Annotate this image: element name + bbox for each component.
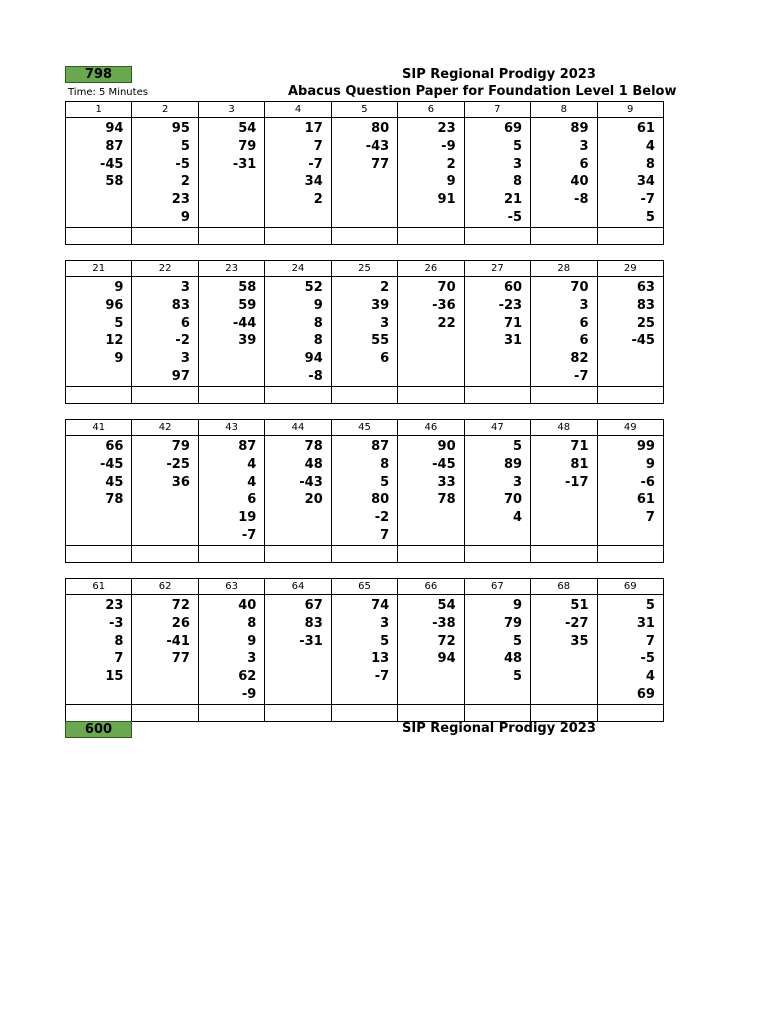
question-value: 9	[114, 280, 124, 295]
question-value: -45	[99, 156, 124, 172]
question-value: 58	[105, 174, 124, 190]
question-column	[598, 277, 663, 386]
answer-cell[interactable]	[465, 546, 531, 562]
question-number: 68	[531, 579, 597, 594]
question-value: -36	[432, 297, 456, 313]
question-value: 40	[570, 174, 589, 190]
question-value: -5	[640, 651, 655, 667]
question-value: 7	[645, 633, 655, 649]
question-value: 62	[238, 669, 257, 685]
question-value: 2	[446, 156, 456, 172]
question-number: 9	[627, 104, 634, 115]
question-column	[199, 595, 265, 704]
question-column	[531, 436, 597, 545]
answer-cell[interactable]	[531, 228, 597, 244]
question-value: 22	[437, 315, 456, 331]
question-column	[332, 595, 398, 704]
question-value: 83	[636, 297, 655, 313]
question-value: -2	[175, 333, 190, 349]
question-value: 5	[513, 633, 523, 649]
question-value: 23	[437, 121, 456, 136]
question-value: 69	[636, 686, 655, 702]
question-block-1	[65, 101, 664, 245]
question-value: -45	[631, 333, 655, 349]
question-number: 48	[531, 420, 597, 435]
question-value: 70	[437, 280, 456, 295]
question-value: -9	[441, 138, 456, 154]
question-value: -27	[565, 615, 589, 631]
question-value: -23	[498, 297, 523, 313]
question-value: 71	[570, 439, 589, 454]
question-column	[66, 277, 132, 386]
paper-subtitle: Abacus Question Paper for Foundation Level 1 Below	[288, 84, 677, 99]
question-value: -45	[432, 456, 456, 472]
answer-cell[interactable]	[132, 387, 198, 403]
question-value: 15	[105, 669, 124, 685]
answer-cell[interactable]	[598, 387, 663, 403]
question-number: 8	[531, 102, 597, 117]
question-number: 2	[132, 102, 198, 117]
question-value: 61	[636, 492, 655, 508]
question-number: 7	[465, 102, 531, 117]
answer-cell[interactable]	[132, 546, 198, 562]
answer-cell[interactable]	[199, 387, 265, 403]
answer-cell[interactable]	[132, 705, 198, 721]
question-value: 9	[180, 209, 190, 225]
question-values-row	[66, 277, 663, 386]
question-number: 1	[66, 102, 132, 117]
answer-cell[interactable]	[531, 705, 597, 721]
question-value: 6	[180, 315, 190, 331]
question-value: 80	[371, 492, 390, 508]
question-value: 26	[171, 615, 190, 631]
question-column	[265, 595, 331, 704]
question-value: -41	[166, 633, 190, 649]
question-value: 80	[371, 121, 390, 136]
question-value: 54	[437, 598, 456, 613]
question-value: -7	[241, 527, 257, 543]
question-value: -43	[299, 474, 323, 490]
question-value: 83	[171, 297, 190, 313]
question-number: 23	[199, 261, 265, 276]
question-column	[598, 436, 663, 545]
answer-cell[interactable]	[465, 705, 531, 721]
question-column	[531, 118, 597, 227]
question-column	[66, 118, 132, 227]
question-value: 31	[636, 615, 655, 631]
question-number: 66	[398, 579, 464, 594]
answer-cell[interactable]	[465, 387, 531, 403]
question-value: 77	[371, 156, 390, 172]
question-value: 95	[171, 121, 190, 136]
question-value: 54	[238, 121, 257, 136]
question-value: 5	[180, 138, 190, 154]
question-value: 81	[570, 456, 589, 472]
question-value: 5	[513, 669, 523, 685]
question-value: 94	[437, 651, 456, 667]
answer-row	[66, 227, 663, 245]
answer-row	[66, 704, 663, 722]
question-number: 27	[465, 261, 531, 276]
question-value: 4	[645, 138, 655, 154]
question-number: 25	[332, 261, 398, 276]
question-value: 4	[645, 669, 655, 685]
question-value: -25	[166, 456, 190, 472]
question-value: -5	[507, 209, 523, 225]
question-value: 89	[503, 456, 523, 472]
answer-cell[interactable]	[332, 387, 398, 403]
question-number: 3	[199, 102, 265, 117]
question-value: 58	[238, 280, 257, 295]
question-number-row	[66, 101, 663, 118]
question-value: 36	[171, 474, 190, 490]
answer-cell[interactable]	[398, 387, 464, 403]
question-number: 61	[66, 579, 132, 594]
question-value: 3	[579, 138, 589, 154]
question-value: 63	[636, 280, 655, 295]
question-column	[465, 118, 531, 227]
question-value: 34	[636, 174, 655, 190]
answer-cell[interactable]	[66, 387, 132, 403]
answer-row	[66, 386, 663, 404]
question-number: 45	[332, 420, 398, 435]
question-column	[199, 277, 265, 386]
answer-cell[interactable]	[531, 387, 597, 403]
question-value: 13	[371, 651, 390, 667]
question-value: 8	[380, 456, 390, 472]
question-value: 90	[437, 439, 456, 454]
question-value: 72	[171, 598, 190, 613]
answer-cell[interactable]	[598, 546, 663, 562]
question-value: 3	[380, 315, 390, 331]
question-value: 5	[645, 209, 655, 225]
question-number: 28	[531, 261, 597, 276]
question-column	[398, 595, 464, 704]
question-value: 5	[114, 315, 124, 331]
question-value: 8	[247, 615, 257, 631]
answer-cell[interactable]	[332, 228, 398, 244]
question-column	[265, 277, 331, 386]
answer-cell[interactable]	[398, 546, 464, 562]
question-value: 78	[304, 439, 323, 454]
question-value: 8	[313, 315, 323, 331]
question-column	[265, 118, 331, 227]
question-value: 5	[513, 138, 523, 154]
question-value: 9	[313, 297, 323, 313]
question-value: 35	[570, 633, 589, 649]
question-value: 6	[380, 351, 390, 367]
question-value: -6	[640, 474, 655, 490]
answer-cell[interactable]	[598, 228, 663, 244]
question-value: -7	[574, 368, 589, 384]
question-column	[465, 277, 531, 386]
question-value: 94	[304, 351, 323, 367]
question-value: 5	[380, 633, 390, 649]
answer-cell[interactable]	[265, 387, 331, 403]
question-value: 94	[105, 121, 124, 136]
question-value: 96	[105, 297, 124, 313]
footer-title: SIP Regional Prodigy 2023	[402, 721, 596, 736]
question-value: 74	[371, 598, 390, 613]
question-value: 21	[503, 192, 523, 208]
question-value: 79	[238, 138, 257, 154]
question-value: 2	[180, 174, 190, 190]
question-value: 89	[570, 121, 589, 136]
question-value: -7	[374, 669, 390, 685]
footer-code-badge: 600	[65, 721, 132, 738]
question-value: -38	[432, 615, 456, 631]
question-value: 2	[380, 280, 390, 295]
question-value: 40	[238, 598, 257, 613]
question-value: 7	[313, 138, 323, 154]
question-value: -17	[565, 474, 589, 490]
question-number-row	[66, 578, 663, 595]
time-limit-label: Time: 5 Minutes	[68, 87, 148, 98]
question-value: 12	[105, 333, 124, 349]
question-value: -2	[374, 510, 390, 526]
answer-cell[interactable]	[398, 228, 464, 244]
question-column	[332, 436, 398, 545]
question-value: 4	[247, 456, 257, 472]
question-value: 82	[570, 351, 589, 367]
question-value: 23	[105, 598, 124, 613]
question-column	[398, 118, 464, 227]
question-value: 2	[313, 192, 323, 208]
question-value: -44	[232, 315, 257, 331]
question-value: 97	[171, 368, 190, 384]
question-column	[132, 118, 198, 227]
question-value: 78	[437, 492, 456, 508]
question-number: 5	[332, 102, 398, 117]
question-column	[598, 118, 663, 227]
question-values-row	[66, 595, 663, 704]
question-value: 77	[171, 651, 190, 667]
question-value: 33	[437, 474, 456, 490]
question-column	[332, 118, 398, 227]
question-value: -31	[299, 633, 323, 649]
question-number: 4	[265, 102, 331, 117]
question-value: -3	[108, 615, 124, 631]
question-value: 99	[636, 439, 655, 454]
question-value: 9	[247, 633, 257, 649]
question-value: 3	[247, 651, 257, 667]
question-block-3	[65, 419, 664, 563]
question-column	[332, 277, 398, 386]
question-number: 62	[132, 579, 198, 594]
question-value: 3	[513, 156, 523, 172]
answer-cell[interactable]	[332, 546, 398, 562]
question-value: 31	[503, 333, 523, 349]
question-value: 7	[114, 651, 124, 667]
question-value: 7	[645, 510, 655, 526]
answer-cell[interactable]	[66, 705, 132, 721]
question-value: 87	[238, 439, 257, 454]
question-value: 79	[503, 615, 523, 631]
question-value: 3	[180, 351, 190, 367]
question-value: -5	[175, 156, 190, 172]
question-value: 91	[437, 192, 456, 208]
question-column	[66, 436, 132, 545]
question-number: 44	[265, 420, 331, 435]
question-value: 87	[371, 439, 390, 454]
paper-code-badge: 798	[65, 66, 132, 83]
question-number: 21	[66, 261, 132, 276]
question-value: 6	[579, 156, 589, 172]
question-value: 4	[513, 510, 523, 526]
question-number: 67	[465, 579, 531, 594]
answer-cell[interactable]	[66, 228, 132, 244]
question-number: 64	[265, 579, 331, 594]
question-value: 5	[380, 474, 390, 490]
question-value: 5	[645, 598, 655, 613]
question-value: 6	[579, 333, 589, 349]
question-value: -8	[574, 192, 589, 208]
question-value: 8	[114, 633, 124, 649]
question-value: 61	[636, 121, 655, 136]
question-number: 42	[132, 420, 198, 435]
answer-cell[interactable]	[531, 546, 597, 562]
answer-cell[interactable]	[66, 546, 132, 562]
question-value: 70	[570, 280, 589, 295]
question-column	[199, 436, 265, 545]
answer-cell[interactable]	[598, 705, 663, 721]
question-value: 39	[238, 333, 257, 349]
question-value: 6	[579, 315, 589, 331]
answer-cell[interactable]	[265, 705, 331, 721]
question-column	[132, 277, 198, 386]
answer-cell[interactable]	[199, 705, 265, 721]
question-number: 6	[398, 102, 464, 117]
answer-cell[interactable]	[199, 228, 265, 244]
question-column	[132, 436, 198, 545]
question-number: 41	[66, 420, 132, 435]
question-number: 22	[132, 261, 198, 276]
question-number-row	[66, 419, 663, 436]
question-number: 26	[398, 261, 464, 276]
question-number: 29	[623, 263, 637, 274]
question-value: 9	[645, 456, 655, 472]
question-values-row	[66, 436, 663, 545]
question-value: 79	[171, 439, 190, 454]
question-value: 83	[304, 615, 323, 631]
answer-cell[interactable]	[199, 546, 265, 562]
question-value: 70	[503, 492, 523, 508]
question-value: -7	[308, 156, 323, 172]
question-column	[465, 595, 531, 704]
question-value: -9	[241, 686, 257, 702]
question-value: 55	[371, 333, 390, 349]
question-value: 3	[513, 474, 523, 490]
question-column	[531, 277, 597, 386]
answer-cell[interactable]	[265, 546, 331, 562]
question-value: 48	[304, 456, 323, 472]
paper-title: SIP Regional Prodigy 2023	[402, 67, 596, 82]
question-value: 6	[247, 492, 257, 508]
question-column	[398, 436, 464, 545]
question-number-row	[66, 260, 663, 277]
question-value: 69	[503, 121, 523, 136]
question-value: 8	[513, 174, 523, 190]
question-value: -7	[640, 192, 655, 208]
question-value: 72	[437, 633, 456, 649]
question-values-row	[66, 118, 663, 227]
question-number: 43	[199, 420, 265, 435]
answer-cell[interactable]	[132, 228, 198, 244]
question-value: 8	[313, 333, 323, 349]
question-value: 71	[503, 315, 523, 331]
question-value: 52	[304, 280, 323, 295]
question-value: 7	[380, 527, 390, 543]
question-column	[398, 277, 464, 386]
question-value: -45	[99, 456, 124, 472]
question-column	[465, 436, 531, 545]
question-number: 49	[623, 422, 637, 433]
question-value: 51	[570, 598, 589, 613]
question-value: -8	[308, 368, 323, 384]
question-value: 67	[304, 598, 323, 613]
question-number: 69	[623, 581, 637, 592]
question-value: 20	[304, 492, 323, 508]
answer-cell[interactable]	[465, 228, 531, 244]
question-value: 3	[380, 615, 390, 631]
question-value: 39	[371, 297, 390, 313]
question-value: 48	[503, 651, 523, 667]
question-number: 65	[332, 579, 398, 594]
question-value: 8	[645, 156, 655, 172]
question-number: 24	[265, 261, 331, 276]
question-value: 23	[171, 192, 190, 208]
question-number: 63	[199, 579, 265, 594]
question-block-4	[65, 578, 664, 722]
question-value: 87	[105, 138, 124, 154]
question-number: 46	[398, 420, 464, 435]
question-value: -31	[232, 156, 257, 172]
question-value: -43	[365, 138, 390, 154]
question-block-2	[65, 260, 664, 404]
question-value: 3	[579, 297, 589, 313]
question-value: 66	[105, 439, 124, 454]
question-value: 78	[105, 492, 124, 508]
question-value: 4	[247, 474, 257, 490]
question-column	[598, 595, 663, 704]
question-value: 60	[503, 280, 523, 295]
question-value: 59	[238, 297, 257, 313]
answer-cell[interactable]	[332, 705, 398, 721]
question-column	[265, 436, 331, 545]
answer-cell[interactable]	[265, 228, 331, 244]
question-value: 9	[114, 351, 124, 367]
question-column	[531, 595, 597, 704]
question-value: 9	[513, 598, 523, 613]
question-value: 45	[105, 474, 124, 490]
question-column	[66, 595, 132, 704]
question-value: 34	[304, 174, 323, 190]
question-column	[199, 118, 265, 227]
answer-cell[interactable]	[398, 705, 464, 721]
question-number: 47	[465, 420, 531, 435]
question-column	[132, 595, 198, 704]
question-value: 17	[304, 121, 323, 136]
question-value: 3	[180, 280, 190, 295]
question-value: 25	[636, 315, 655, 331]
question-value: 9	[446, 174, 456, 190]
question-value: 19	[238, 510, 257, 526]
answer-row	[66, 545, 663, 563]
question-value: 5	[513, 439, 523, 454]
